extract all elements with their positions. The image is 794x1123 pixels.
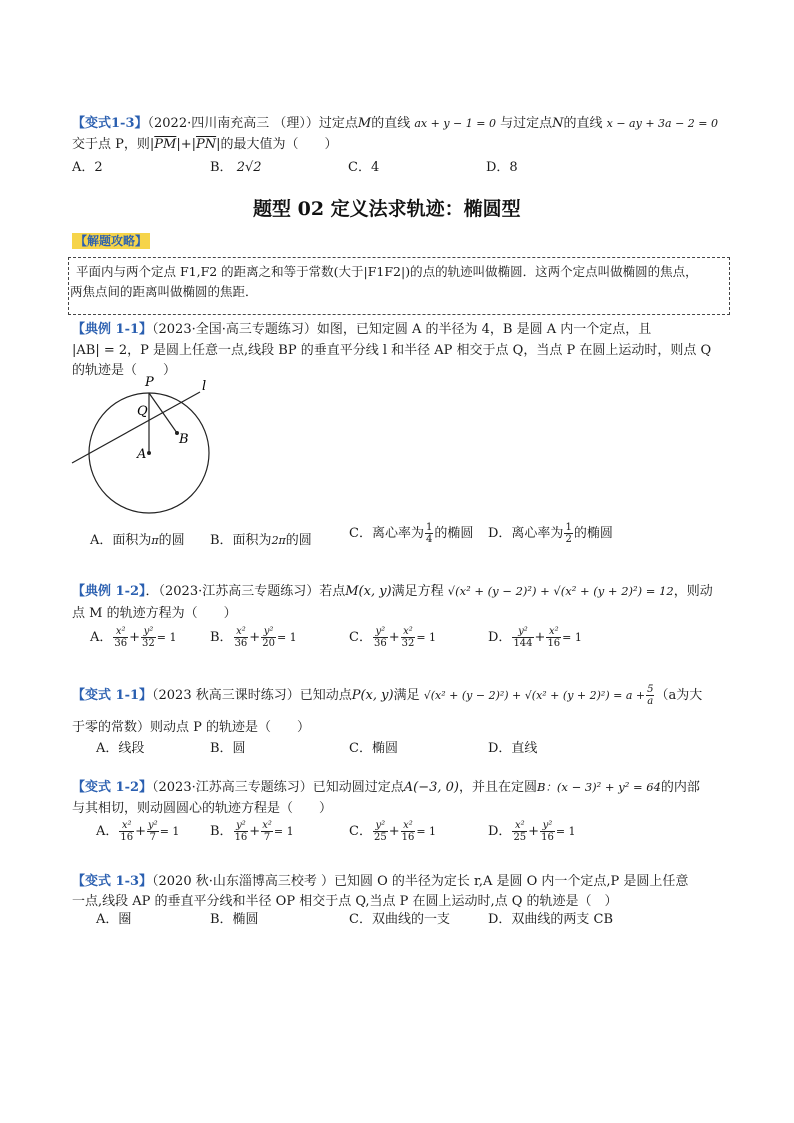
problem-ex11-line2: |AB| = 2，P 是圆上任意一点,线段 BP 的垂直平分线 l 和半径 AP 相交于点 Q，当点 P 在圆上运动时，则点 Q [72,343,712,358]
option-d [488,737,537,756]
option-text: C．离心率为 [349,526,424,541]
text: |+| [176,137,196,152]
denominator: 16 [547,638,561,649]
vector-pn: $\overline{PN}$ [195,137,217,152]
point-p: P(x, y) [351,688,394,703]
text: ，并且在定圆 [458,780,537,795]
option-text: A．2 [72,160,103,175]
numerator: x² [546,626,561,638]
option-text: 的圆 [285,533,312,548]
problem-tag: 【变式1-3】 [72,116,148,131]
point-n: N [552,116,564,131]
option-a: A． $\frac{\text{x²}}{36}$ + $\frac{\text{y²}}{32}$ = 1 [90,626,177,649]
numerator: x² [401,820,416,832]
denominator: 25 [373,832,387,843]
problem-source: （2022·四川南充高三 （理）） [147,116,319,131]
denominator: 16 [234,832,248,843]
option-text: B． [210,824,233,839]
fraction [261,820,273,843]
option-a [90,529,185,548]
option-c: C． $\frac{\text{y²}}{25}$ + $\frac{\text{x²}}{16}$ = 1 [349,820,437,843]
option-d [486,156,518,175]
equation: √(x² + (y − 2)²) + √(x² + (y + 2)²) = 12 [447,584,674,598]
fraction [540,820,555,843]
denominator: 16 [120,832,134,843]
numerator: y² [234,820,249,832]
numerator: y² [512,626,533,638]
section-title: 题型 02 定义法求轨迹：椭圆型 [253,198,521,220]
point-a: A(−3, 0) [403,780,459,795]
text: 的内部 [660,780,700,795]
option-b: B． $\frac{\text{x²}}{36}$ + $\frac{\text{y²}}{20}$ = 1 [210,626,297,649]
fraction [119,820,134,843]
text: 过定点 [318,116,358,131]
numerator: x² [512,820,527,832]
numerator: y² [373,820,388,832]
denominator: 7 [149,832,157,843]
option-text: B．圆 [210,741,246,756]
option-c [349,737,398,756]
problem-tag: 【变式 1-2】 [72,780,153,795]
option-a: A． $\frac{\text{x²}}{16}$ + $\frac{\text{y²}}{7}$ = 1 [96,820,180,843]
option-text: B．椭圆 [210,912,259,927]
problem-tag: 【变式 1-3】 [72,874,153,889]
option-b [210,908,259,927]
problem-v11-line2: 于零的常数）则动点 P 的轨迹是（ ） [72,720,311,735]
equals-one: = 1 [416,631,437,644]
numerator: y² [540,820,555,832]
option-d [488,908,613,927]
text: （a为大 [655,688,703,703]
equals-one: = 1 [159,825,180,838]
option-text: 的椭圆 [573,526,613,541]
bisector-line-l [72,392,200,463]
equals-one: = 1 [562,631,582,644]
point-m: M(x, y) [345,584,392,599]
text: 交于点 P，则| [72,137,155,152]
denominator: 7 [263,832,271,843]
equals-one: = 1 [156,631,177,644]
denominator: 16 [401,832,415,843]
option-text: C． [349,630,372,645]
text: 的直线 [563,116,603,131]
circle-diagram [70,370,230,520]
text: （2023·江苏高三专题练习）已知动圆过定点 [152,780,404,795]
option-text: C．双曲线的一支 [349,912,450,927]
fraction [401,626,416,649]
label-a: A [137,447,147,462]
line-equation-2: x − ay + 3a − 2 = 0 [606,117,719,130]
option-text: D． [488,824,512,839]
numerator: y² [373,626,388,638]
text: 满足 [393,688,420,703]
option-a [96,908,131,927]
option-c [349,522,473,545]
problem-v13-line2 [72,133,338,152]
option-a [96,737,144,756]
fraction [234,820,249,843]
option-d [488,522,613,545]
label-l: l [202,379,207,394]
denominator: 20 [262,638,275,649]
text: ，则动 [673,584,713,599]
option-text: 的椭圆 [434,526,474,541]
option-text: D．8 [486,160,518,175]
fraction [546,626,561,649]
denominator: 4 [425,534,433,545]
problem-v12-line2: 与其相切，则动圆圆心的轨迹方程是（ ） [72,801,333,816]
denominator: 32 [401,638,415,649]
option-text: 的圆 [158,533,185,548]
denominator: 36 [114,638,128,649]
strategy-tag: 【解题攻略】 [72,233,150,249]
equals-one: = 1 [416,825,437,838]
option-value: 2π [271,534,286,547]
numerator: x² [401,626,416,638]
numerator: 5 [647,684,654,695]
pi: π [151,534,159,547]
problem-ex12-line2: 点 M 的轨迹方程为（ ） [72,606,237,621]
option-d: D． $\frac{\text{y²}}{144}$ + $\frac{\text{x²}}{16}$ = 1 [488,626,582,649]
option-value: 2√2 [236,160,262,175]
option-text: C．椭圆 [349,741,398,756]
option-b [210,529,312,548]
denominator: 36 [373,638,387,649]
problem-ex11-line3: 的轨迹是（ ） [72,363,177,378]
strategy-line2: 两焦点间的距离叫做椭圆的焦距． [70,284,258,299]
fraction [512,820,527,843]
fraction-one-quarter [425,522,433,545]
denominator: 25 [513,832,527,843]
label-q: Q [137,404,148,419]
text: （2023 秋高三课时练习）已知动点 [152,688,352,703]
line-equation-1: ax + y − 1 = 0 [414,117,496,130]
numerator: x² [234,626,249,638]
fraction [373,626,388,649]
denominator: 144 [513,638,533,649]
denominator: 16 [541,832,554,843]
text: ．（2023·江苏高三专题练习）若点 [145,584,346,599]
problem-v12-line1 [72,776,700,795]
point-m: M [357,116,372,131]
problem-v13b-line2: 一点,线段 AP 的垂直平分线和半径 OP 相交于点 Q,当点 P 在圆上运动时,点 Q 的轨迹是（ ） [72,894,618,909]
fraction-5-over-a [646,684,654,707]
equals-one: = 1 [276,631,297,644]
option-text: B． [210,160,233,175]
problem-v13-line1 [72,112,718,131]
fraction [141,626,156,649]
option-text: C．4 [348,160,380,175]
label-p: P [145,375,154,390]
text: （2023·全国·高三专题练习）如图，已知定圆 A 的半径为 4，B 是圆 A 内一个定点，且 [152,322,652,337]
option-text: D．直线 [488,741,538,756]
denominator: 36 [234,638,248,649]
fraction [261,626,276,649]
option-b [210,737,246,756]
problem-tag: 【典例 1-2】 [72,584,146,599]
option-c [348,156,379,175]
option-text: A．线段 [96,741,145,756]
numerator: y² [148,820,158,831]
problem-ex11-line1 [72,318,651,337]
problem-tag: 【变式 1-1】 [72,688,153,703]
option-text: A． [96,824,119,839]
equation: √(x² + (y − 2)²) + √(x² + (y + 2)²) = a + [423,689,646,702]
option-a [72,156,103,175]
numerator: x² [119,820,134,832]
option-c: C． $\frac{\text{y²}}{36}$ + $\frac{\text{x²}}{32}$ = 1 [349,626,437,649]
denominator: 2 [565,534,572,545]
circle-equation: B：(x − 3)² + y² = 64 [536,780,661,794]
numerator: 1 [565,522,572,533]
label-b: B [179,432,189,447]
fraction-one-half [564,522,572,545]
text: （2020 秋·山东淄博高三校考 ）已知圆 O 的半径为定长 r,A 是圆 O 内一个定点,P 是圆上任意 [152,874,689,889]
strategy-line1: 平面内与两个定点 F1,F2 的距离之和等于常数(大于|F1F2|)的点的轨迹叫做椭圆．这两个定点叫做椭圆的焦点， [76,264,698,279]
numerator: x² [262,820,272,831]
numerator: 1 [425,522,433,533]
fraction [401,820,416,843]
numerator: y² [141,626,156,638]
option-text: A． [90,630,113,645]
text: 的直线 [371,116,411,131]
fraction [234,626,249,649]
option-text: B．面积为 [210,533,272,548]
option-c [349,908,450,927]
denominator: a [647,696,654,707]
option-text: A．圈 [96,912,132,927]
option-text: A．面积为 [90,533,152,548]
text: 与过定点 [500,116,553,131]
option-text: D．离心率为 [488,526,564,541]
problem-ex12-line1 [72,580,713,599]
equals-one: = 1 [273,825,294,838]
vector-pm: $\overline{PM}$ [154,137,177,152]
option-text: D． [488,630,512,645]
option-text: B． [210,630,233,645]
equals-one: = 1 [555,825,576,838]
option-text: D．双曲线的两支 CB [488,912,614,927]
denominator: 32 [142,638,155,649]
option-b [210,156,262,175]
problem-v13b-line1 [72,870,688,889]
fraction [113,626,128,649]
text: |的最大值为（ ） [216,137,338,152]
point-a-dot [147,451,151,455]
fraction [147,820,159,843]
strategy-tag-wrap [72,232,150,249]
text: 满足方程 [391,584,444,599]
fraction [512,626,533,649]
fraction [373,820,388,843]
option-b: B． $\frac{\text{y²}}{16}$ + $\frac{\text{x²}}{7}$ = 1 [210,820,294,843]
numerator: x² [113,626,128,638]
problem-tag: 【典例 1-1】 [72,322,153,337]
option-d: D． $\frac{\text{x²}}{25}$ + $\frac{\text{y²}}{16}$ = 1 [488,820,576,843]
option-text: C． [349,824,372,839]
numerator: y² [261,626,276,638]
problem-v11-line1 [72,684,702,707]
